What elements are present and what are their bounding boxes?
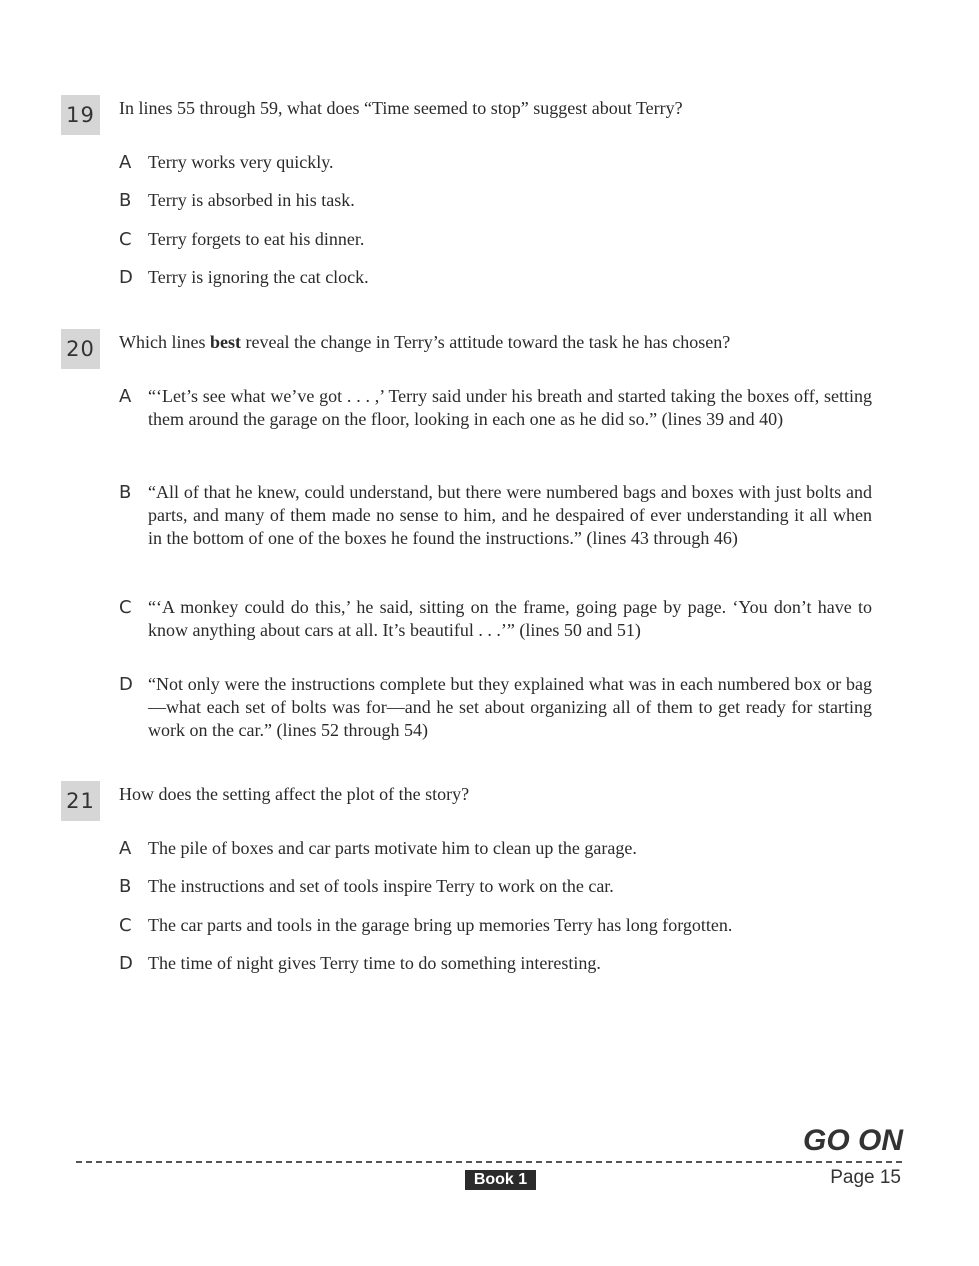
- option-text: The car parts and tools in the garage bring up memories Terry has long forgotten.: [148, 915, 733, 935]
- option-text: “All of that he knew, could understand, but there were numbered bags and boxes with just bolts and parts, and many of them made no sense to him, and he despaired of ever understanding it all when in the bottom of one of the boxes he found the instructions.” (lines 43 through 46): [148, 482, 872, 548]
- option-text: Terry is ignoring the cat clock.: [148, 267, 369, 287]
- stem-text: Which lines: [119, 332, 210, 352]
- go-on-label: GO ON: [802, 1124, 903, 1157]
- footer-divider: [76, 1161, 902, 1163]
- book-label: Book 1: [465, 1170, 536, 1190]
- option-text: Terry forgets to eat his dinner.: [148, 229, 365, 249]
- option-text: The instructions and set of tools inspire Terry to work on the car.: [148, 876, 614, 896]
- option-letter: D: [119, 953, 133, 974]
- option-letter: B: [119, 876, 132, 897]
- option-letter: B: [119, 482, 132, 503]
- option-letter: C: [119, 597, 132, 618]
- option-letter: A: [119, 838, 132, 859]
- stem-text: reveal the change in Terry’s attitude toward the task he has chosen?: [240, 332, 731, 352]
- option-letter: D: [119, 267, 133, 288]
- option-letter: D: [119, 674, 133, 695]
- question-number: 21: [61, 781, 100, 821]
- option-letter: A: [119, 386, 132, 407]
- page-number: Page 15: [830, 1167, 901, 1188]
- question-number: 20: [61, 329, 100, 369]
- option-letter: B: [119, 190, 132, 211]
- question-stem: [119, 331, 879, 354]
- question-stem: How does the setting affect the plot of the story?: [119, 784, 470, 804]
- option-text: The pile of boxes and car parts motivate him to clean up the garage.: [148, 838, 637, 858]
- question-stem: In lines 55 through 59, what does “Time seemed to stop” suggest about Terry?: [119, 98, 683, 118]
- stem-emphasis: best: [209, 332, 241, 352]
- option-letter: A: [119, 152, 132, 173]
- option-text: “Not only were the instructions complete but they explained what was in each numbered box or bag—what each set of bolts was for—and he set about organizing all of them to get ready for starting work on the car.” (lines 52 through 54): [148, 674, 872, 740]
- option-text: “‘Let’s see what we’ve got . . . ,’ Terry said under his breath and started taking the boxes off, setting them around the garage on the floor, looking in each one as he did so.” (lines 39 and 40): [148, 386, 872, 429]
- option-text: “‘A monkey could do this,’ he said, sitting on the frame, going page by page. ‘You don’t have to know anything about cars at all. It’s beautiful . . .’” (lines 50 and 51): [148, 597, 872, 640]
- option-text: The time of night gives Terry time to do something interesting.: [148, 953, 601, 973]
- question-number: 19: [61, 95, 100, 135]
- option-text: Terry is absorbed in his task.: [148, 190, 355, 210]
- option-letter: C: [119, 229, 132, 250]
- option-letter: C: [119, 915, 132, 936]
- option-text: Terry works very quickly.: [148, 152, 334, 172]
